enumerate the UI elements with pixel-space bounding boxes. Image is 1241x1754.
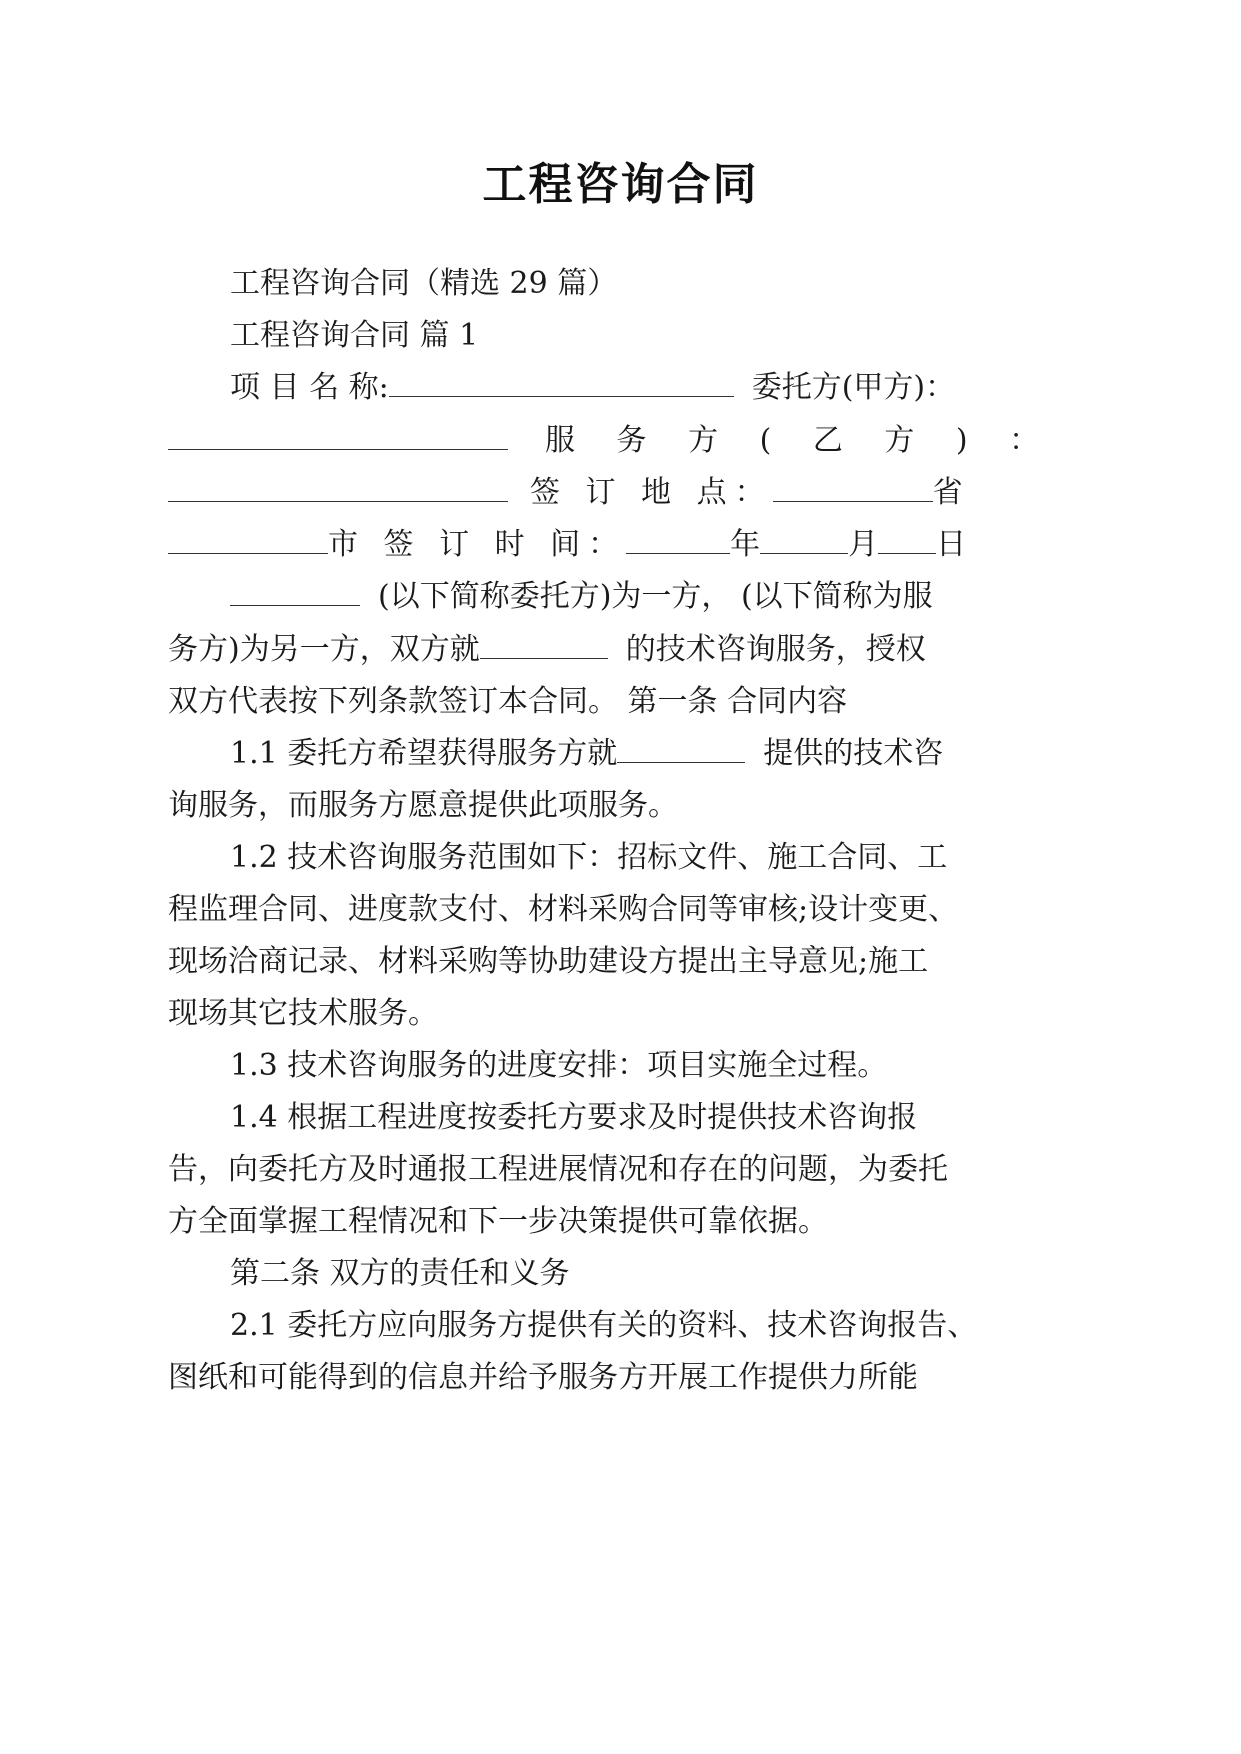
party-a-blank <box>230 577 360 606</box>
service-blank <box>480 630 608 659</box>
clause-1-2-line-2: 程监理合同、进度款支付、材料采购合同等审核;设计变更、 <box>168 892 959 927</box>
preamble-line-2 <box>168 630 926 670</box>
preamble-text-2: 务方)为另一方，双方就 <box>168 632 480 667</box>
clause-1-1-text-1: 1.1 委托方希望获得服务方就 <box>230 736 618 771</box>
header-line-4 <box>168 525 967 565</box>
preamble-line-1 <box>230 577 933 617</box>
preamble-text-1: (以下简称委托方)为一方， (以下简称为服 <box>378 579 933 614</box>
client-label: 委托方(甲方)： <box>751 370 956 405</box>
document-title: 工程咨询合同 <box>482 159 759 210</box>
provider-label: 服 务 方 ( 乙 方 ) ： <box>545 423 1056 458</box>
client-blank <box>168 421 508 450</box>
clause-1-4-line-2: 告，向委托方及时通报工程进展情况和存在的问题，为委托 <box>168 1152 948 1187</box>
document-subtitle: 工程咨询合同（精选 29 篇） <box>230 266 618 301</box>
clause-1-2-line-1: 1.2 技术咨询服务范围如下：招标文件、施工合同、工 <box>230 840 948 875</box>
city-blank <box>168 525 328 554</box>
clause-1-2-line-4: 现场其它技术服务。 <box>168 996 438 1031</box>
header-line-1 <box>230 368 956 408</box>
article-2-heading: 第二条 双方的责任和义务 <box>230 1256 570 1291</box>
city-sign-time-label: 市 签 订 时 间： <box>328 527 627 562</box>
day-text: 日 <box>936 527 967 562</box>
clause-1-1-text-2: 提供的技术咨 <box>763 736 944 771</box>
clause-1-1-blank <box>617 734 745 763</box>
day-blank <box>878 525 936 554</box>
sign-place-label: 签 订 地 点： <box>530 475 773 510</box>
clause-1-3: 1.3 技术咨询服务的进度安排：项目实施全过程。 <box>230 1048 888 1083</box>
clause-1-2-line-3: 现场洽商记录、材料采购等协助建设方提出主导意见;施工 <box>168 944 929 979</box>
project-name-blank <box>389 368 734 397</box>
clause-1-4-line-3: 方全面掌握工程情况和下一步决策提供可靠依据。 <box>168 1204 828 1239</box>
section-heading: 工程咨询合同 篇 1 <box>230 318 479 353</box>
project-name-label: 项 目 名 称: <box>230 370 389 405</box>
provider-blank <box>168 473 508 502</box>
clause-1-1-line-1 <box>230 734 943 774</box>
province-text: 省 <box>932 475 963 510</box>
month-blank <box>760 525 848 554</box>
year-text: 年 <box>730 527 761 562</box>
clause-2-1-line-2: 图纸和可能得到的信息并给予服务方开展工作提供力所能 <box>168 1360 918 1395</box>
header-line-3 <box>168 473 963 513</box>
month-text: 月 <box>848 527 879 562</box>
preamble-text-3: 的技术咨询服务，授权 <box>625 632 926 667</box>
header-line-2 <box>168 421 1056 461</box>
preamble-line-3: 双方代表按下列条款签订本合同。 第一条 合同内容 <box>168 684 848 719</box>
clause-2-1-line-1: 2.1 委托方应向服务方提供有关的资料、技术咨询报告、 <box>230 1308 978 1343</box>
clause-1-4-line-1: 1.4 根据工程进度按委托方要求及时提供技术咨询报 <box>230 1100 918 1135</box>
province-blank <box>773 473 933 502</box>
year-blank <box>626 525 730 554</box>
clause-1-1-line-2: 询服务，而服务方愿意提供此项服务。 <box>168 788 678 823</box>
